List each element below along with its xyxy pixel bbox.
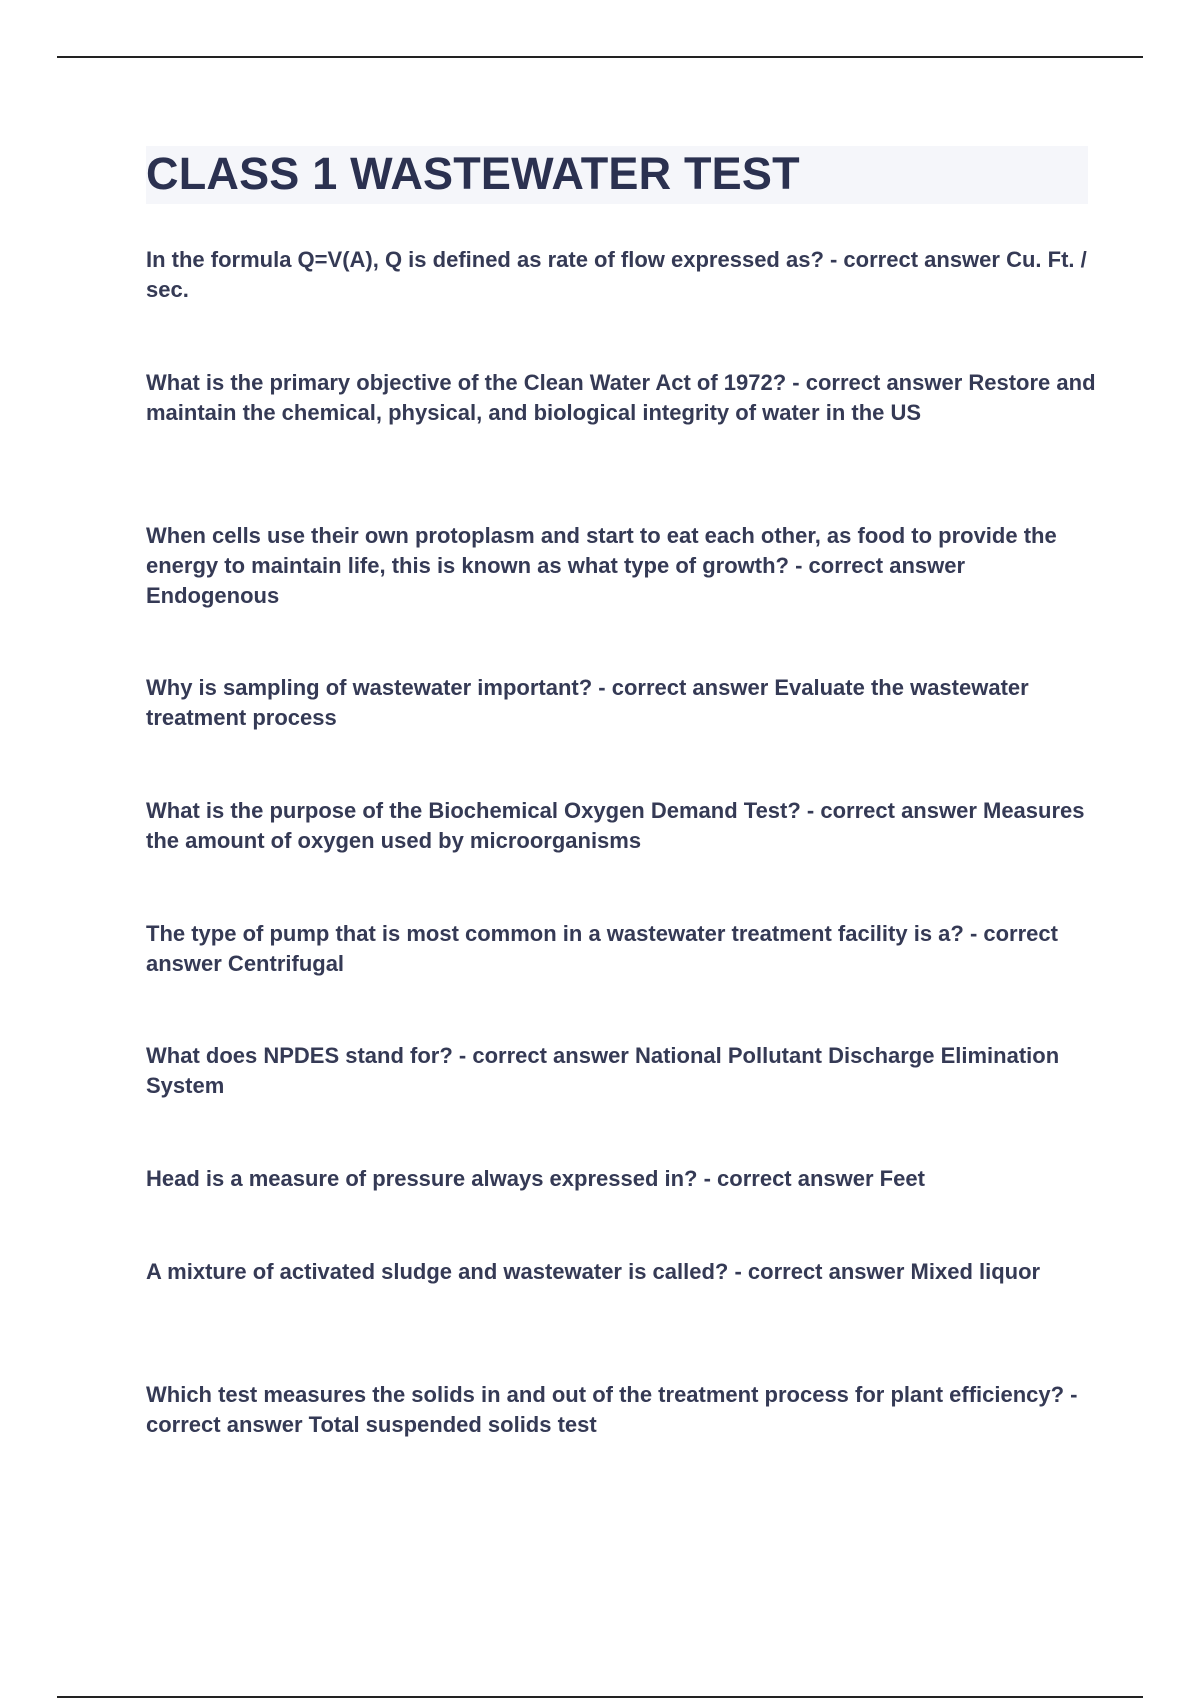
qa-item: When cells use their own protoplasm and start to eat each other, as food to provide the energy to maintain life, this is known as what type of growth? - correct answer Endogenous (146, 523, 1057, 608)
top-rule (57, 56, 1143, 58)
qa-item: The type of pump that is most common in a wastewater treatment facility is a? - correct answer Centrifugal (146, 921, 1058, 976)
qa-item: Head is a measure of pressure always expressed in? - correct answer Feet (146, 1166, 925, 1191)
qa-item: Which test measures the solids in and out of the treatment process for plant efficiency? - correct answer Total suspended solids test (146, 1382, 1078, 1437)
document-title: CLASS 1 WASTEWATER TEST (146, 148, 800, 199)
bottom-rule (57, 1696, 1143, 1698)
qa-item: Why is sampling of wastewater important? - correct answer Evaluate the wastewater treatment process (146, 675, 1029, 730)
qa-item: What does NPDES stand for? - correct answer National Pollutant Discharge Elimination System (146, 1043, 1060, 1098)
qa-item: In the formula Q=V(A), Q is defined as rate of flow expressed as? - correct answer Cu. Ft. / sec. (146, 247, 1087, 302)
qa-item: What is the primary objective of the Clean Water Act of 1972? - correct answer Restore and maintain the chemical, physical, and biological integrity of water in the US (146, 370, 1096, 425)
qa-item: What is the purpose of the Biochemical Oxygen Demand Test? - correct answer Measures the amount of oxygen used by microorganisms (146, 798, 1085, 853)
qa-item: A mixture of activated sludge and wastewater is called? - correct answer Mixed liquor (146, 1259, 1041, 1284)
